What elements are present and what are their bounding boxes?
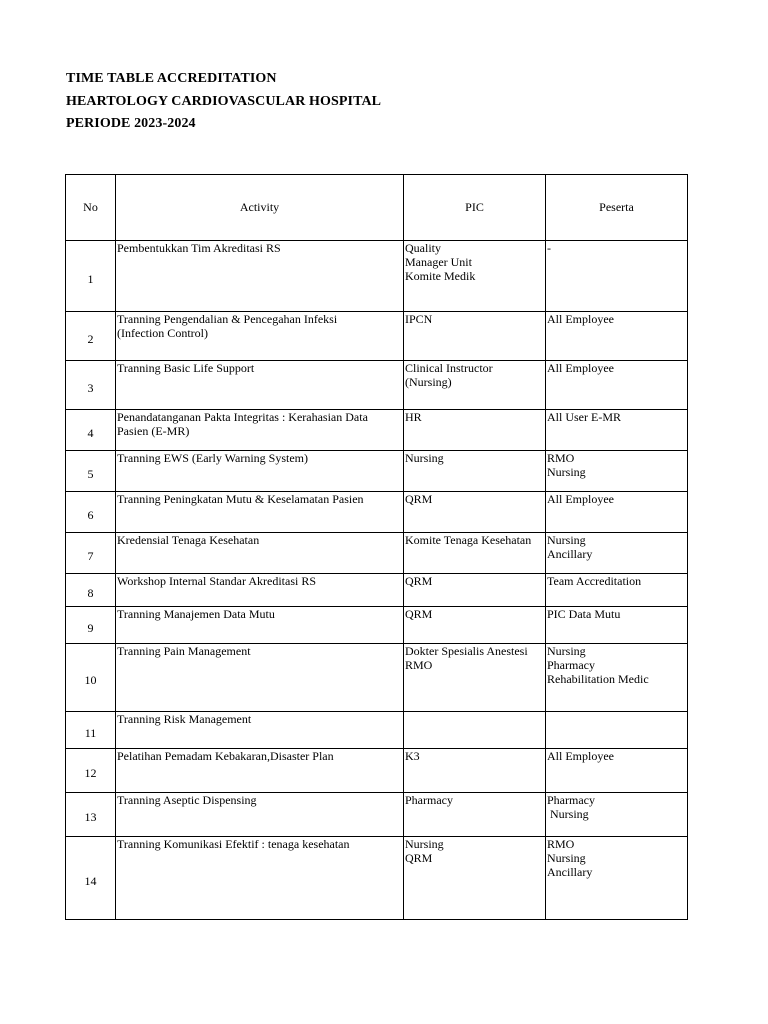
cell-no: 8 (66, 574, 116, 607)
cell-pic (404, 241, 546, 312)
table-row (66, 793, 688, 837)
peserta-line: PIC Data Mutu (547, 607, 621, 621)
pic-line: QRM (405, 574, 433, 588)
cell-no: 11 (66, 712, 116, 749)
cell-activity (116, 793, 404, 837)
pic-line: Manager Unit (405, 254, 472, 269)
col-header-pic: PIC (404, 175, 546, 241)
activity-line: Workshop Internal Standar Akreditasi RS (117, 574, 317, 588)
peserta-line: Ancillary (547, 546, 593, 561)
cell-pic (404, 712, 546, 749)
cell-pic (404, 837, 546, 920)
peserta-line: Pharmacy (547, 793, 595, 807)
table-row (66, 837, 688, 920)
cell-pic (404, 749, 546, 793)
cell-no: 3 (66, 361, 116, 410)
peserta-line: Pharmacy (547, 657, 595, 672)
pic-line: Clinical Instructor (405, 361, 493, 375)
pic-line: QRM (405, 492, 433, 506)
cell-no: 2 (66, 312, 116, 361)
cell-no: 7 (66, 533, 116, 574)
cell-pic (404, 793, 546, 837)
cell-no: 5 (66, 451, 116, 492)
cell-peserta (546, 749, 688, 793)
table-body (66, 241, 688, 920)
cell-peserta (546, 241, 688, 312)
cell-peserta (546, 533, 688, 574)
activity-line: Tranning Pengendalian & Pencegahan Infeksi (117, 312, 338, 326)
peserta-line: Nursing (547, 464, 586, 479)
peserta-line: All Employee (547, 492, 614, 506)
table-row (66, 574, 688, 607)
peserta-line: - (547, 241, 551, 255)
pic-line: Pharmacy (405, 793, 453, 807)
cell-no: 10 (66, 644, 116, 712)
peserta-line: RMO (547, 451, 575, 465)
table-row (66, 361, 688, 410)
table-row (66, 241, 688, 312)
cell-pic (404, 533, 546, 574)
period: PERIODE 2023-2024 (66, 116, 196, 131)
peserta-line: Team Accreditation (547, 574, 642, 588)
pic-line: IPCN (405, 312, 433, 326)
cell-peserta (546, 712, 688, 749)
activity-line: Tranning Risk Management (117, 712, 252, 726)
hospital-name: HEARTOLOGY CARDIOVASCULAR HOSPITAL (66, 93, 382, 109)
peserta-line: Ancillary (547, 864, 593, 879)
cell-peserta (546, 644, 688, 712)
pic-line: HR (405, 410, 422, 424)
table-row (66, 451, 688, 492)
activity-line: Tranning Peningkatan Mutu & Keselamatan Pasien (117, 492, 364, 506)
cell-activity (116, 410, 404, 451)
doc-title: TIME TABLE ACCREDITATION (66, 71, 277, 86)
cell-no: 6 (66, 492, 116, 533)
cell-no: 1 (66, 241, 116, 312)
activity-line: Pasien (E-MR) (117, 423, 190, 438)
peserta-line: All Employee (547, 312, 614, 326)
activity-line: Tranning Manajemen Data Mutu (117, 607, 275, 621)
pic-line: Quality (405, 241, 441, 255)
col-header-no: No (66, 175, 116, 241)
activity-line: (Infection Control) (117, 325, 208, 340)
activity-line: Kredensial Tenaga Kesehatan (117, 533, 260, 547)
table-row (66, 644, 688, 712)
activity-line: Tranning EWS (Early Warning System) (117, 451, 309, 465)
cell-peserta (546, 793, 688, 837)
cell-peserta (546, 574, 688, 607)
cell-no: 4 (66, 410, 116, 451)
peserta-line: RMO (547, 837, 575, 851)
pic-line: Dokter Spesialis Anestesi (405, 644, 528, 658)
table-header-row (66, 175, 688, 241)
peserta-line: All User E-MR (547, 410, 621, 424)
pic-line: Komite Medik (405, 268, 476, 283)
peserta-line: All Employee (547, 749, 614, 763)
cell-pic (404, 410, 546, 451)
peserta-line: Nursing (547, 806, 589, 821)
cell-no: 9 (66, 607, 116, 644)
peserta-line: Nursing (547, 850, 586, 865)
cell-pic (404, 607, 546, 644)
pic-line: Komite Tenaga Kesehatan (405, 533, 532, 547)
cell-peserta (546, 312, 688, 361)
pic-line: QRM (405, 607, 433, 621)
peserta-line: Nursing (547, 644, 586, 658)
cell-activity (116, 607, 404, 644)
cell-pic (404, 312, 546, 361)
cell-activity (116, 533, 404, 574)
cell-no: 12 (66, 749, 116, 793)
activity-line: Tranning Pain Management (117, 644, 251, 658)
cell-activity (116, 451, 404, 492)
cell-no: 14 (66, 837, 116, 920)
activity-line: Pelatihan Pemadam Kebakaran,Disaster Plan (117, 749, 334, 763)
table-row (66, 410, 688, 451)
pic-line: RMO (405, 657, 433, 672)
col-header-peserta: Peserta (546, 175, 688, 241)
cell-activity (116, 712, 404, 749)
cell-peserta (546, 492, 688, 533)
col-header-activity: Activity (116, 175, 404, 241)
activity-line: Penandatanganan Pakta Integritas : Kerahasian Data (117, 410, 368, 424)
document-header (66, 68, 381, 136)
pic-line: K3 (405, 749, 420, 763)
peserta-line: All Employee (547, 361, 614, 375)
cell-peserta (546, 837, 688, 920)
activity-line: Tranning Basic Life Support (117, 361, 255, 375)
activity-line: Tranning Aseptic Dispensing (117, 793, 257, 807)
table-row (66, 533, 688, 574)
table-row (66, 712, 688, 749)
cell-activity (116, 837, 404, 920)
cell-peserta (546, 410, 688, 451)
activity-line: Pembentukkan Tim Akreditasi RS (117, 241, 281, 255)
cell-activity (116, 574, 404, 607)
cell-pic (404, 574, 546, 607)
cell-no: 13 (66, 793, 116, 837)
cell-activity (116, 361, 404, 410)
peserta-line: Nursing (547, 533, 586, 547)
cell-pic (404, 361, 546, 410)
cell-pic (404, 451, 546, 492)
table-row (66, 312, 688, 361)
cell-activity (116, 492, 404, 533)
timetable (65, 174, 688, 920)
cell-activity (116, 241, 404, 312)
table-row (66, 749, 688, 793)
cell-pic (404, 492, 546, 533)
pic-line: Nursing (405, 837, 444, 851)
pic-line: QRM (405, 850, 433, 865)
pic-line: Nursing (405, 451, 444, 465)
cell-peserta (546, 361, 688, 410)
activity-line: Tranning Komunikasi Efektif : tenaga kesehatan (117, 837, 350, 851)
cell-peserta (546, 451, 688, 492)
cell-activity (116, 644, 404, 712)
table-row (66, 492, 688, 533)
pic-line: (Nursing) (405, 374, 452, 389)
cell-peserta (546, 607, 688, 644)
table-row (66, 607, 688, 644)
peserta-line: Rehabilitation Medic (547, 671, 649, 686)
cell-pic (404, 644, 546, 712)
cell-activity (116, 312, 404, 361)
cell-activity (116, 749, 404, 793)
